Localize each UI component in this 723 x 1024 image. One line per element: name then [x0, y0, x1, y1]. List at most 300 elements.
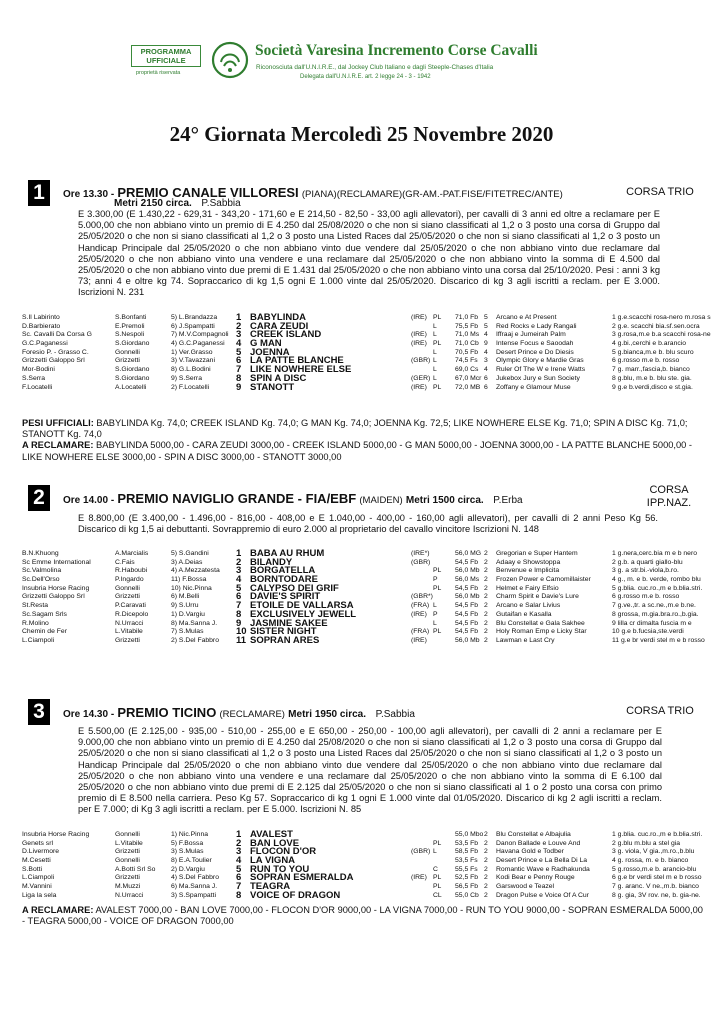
runner-weight: 74,5 Fs [455, 357, 478, 365]
runner-draw: 2 [484, 883, 488, 891]
runner-sex: PL [433, 383, 442, 391]
runner-nationality: (GBR) [411, 558, 431, 566]
runner-number: 5 [236, 346, 242, 358]
runner-owner: Sc.Sagam Srls [22, 610, 67, 618]
race-conditions: E 5.500,00 (E 2.125,00 - 935,00 - 510,00 - 255,00 e E 650,00 - 250,00 - 100,00 agli allevatori), per cavalli di 2 anni a reclamare per E 9.000,00 che non abbiano vinto un premio di E 4.250 dal 25/08/2020 o che non si siano classificati al 1,2 o 3 posto una corsa di Gruppo dal 25/05/2020 o che non si siano classificati al 1,2 o 3 posto una Listed Races dal 25/05/2020 o che non si siano classificati al 1,2 o 3 posto un Handicap Principale dal 25/05/2020 o che non abbiano vinto due vendere dal 25/05/2020 o che non abbiano vinto due reclamare dal 25/05/2020 o che non abbiano vinto una vendere e una reclamare dal 25/05/2020 o che non abbiano vinto la somma di E 6.100 dal 25/05/2020 o che non abbiano vinto due premi di E 2.125 dal 25/05/2020 o che non si siano classificati al 1 o 2 posto una corsa con primo premio di E 8.500 nella carriera. Peso Kg 57. Sopraccarico di kg 1 ogni E 1.000 vinte dal 01/05/2020. Discarico di kg 2 agli iscritti a reclam. per E 7.000; di Kg 3 agli iscritti a reclam. per E 5.000. Iscrizioni N. 85 [78, 726, 662, 815]
runner-nationality: (IRE) [411, 340, 427, 348]
runner-draw: 9 [484, 340, 488, 348]
runner-colors: 7 g. marr.,fascia,b. bianco [612, 366, 690, 374]
race-type: (PIANA)(RECLAMARE)(GR-AM.-PAT.FISE/FITETREC/ANTE) [301, 189, 563, 200]
table-row [22, 340, 708, 349]
table-row [22, 320, 708, 332]
runner-draw: 2 [484, 874, 488, 882]
runner-draw: 2 [484, 636, 488, 644]
runner-trainer: L.Vitabile [115, 839, 143, 847]
race-name: PREMIO TICINO [117, 705, 217, 720]
runner-jockey: 4) G.C.Paganessi [171, 340, 225, 348]
runner-pedigree: Arcano e Salar Livius [496, 602, 561, 610]
runner-trainer: E.Premoli [115, 322, 145, 330]
runner-jockey: 1) Nic.Pinna [171, 831, 209, 838]
runner-weight: 54,5 Fb [455, 610, 479, 618]
runner-owner: Grizzetti Galoppo Srl [22, 357, 85, 365]
runner-colors: 5 g.rosso,m.e b. arancio-blu [612, 865, 697, 873]
runner-jockey: 5) F.Bossa [171, 839, 204, 847]
runner-weight: 67,0 Mcr [455, 374, 482, 382]
runner-draw: 6 [484, 374, 488, 382]
runner-draw: 2 [484, 584, 488, 592]
table-row [22, 381, 708, 393]
runner-number: 8 [236, 372, 242, 384]
runner-number: 2 [236, 556, 242, 568]
runner-jockey: 3) A.Deias [171, 558, 203, 566]
footer-text: BABYLINDA Kg. 74,0; CREEK ISLAND Kg. 74,0; G MAN Kg. 74,0; JOENNA Kg. 72,5; LIKE NOWHERE ELSE Kg. 71,0; SPIN A DISC Kg. 71,0; STANOTT Kg. 74,0 [22, 418, 688, 440]
runner-owner: Insubria Horse Racing [22, 831, 90, 838]
runner-weight: 53,5 Fs [455, 857, 478, 865]
runner-number: 6 [236, 591, 242, 603]
runner-trainer: Grizzetti [115, 874, 140, 882]
runner-horse: G MAN [250, 338, 282, 350]
runner-pedigree: Iffraaj e Jumeirah Palm [496, 331, 566, 339]
runner-draw: 5 [484, 322, 488, 330]
runner-colors: 11 g.e br verdi stel m e b rosso [612, 636, 705, 644]
runner-trainer: A.Marcialis [115, 550, 149, 557]
race-header [63, 491, 523, 506]
runner-owner: Liga la sela [22, 891, 57, 899]
runner-jockey: 6) J.Spampatti [171, 322, 215, 330]
society-logo-icon [210, 40, 250, 80]
runner-draw: 4 [484, 366, 488, 374]
runner-colors: 6 g.rosso m.e b. rosso [612, 593, 680, 601]
table-row [22, 608, 708, 620]
runner-sex: PL [433, 567, 442, 575]
runner-pedigree: Frozen Power e Camomillaister [496, 576, 591, 584]
runner-jockey: 8) E.A.Toulier [171, 857, 212, 865]
runner-horse: JOENNA [250, 346, 290, 358]
footer-label: A RECLAMARE: [22, 905, 94, 915]
runner-owner: L.Ciampoli [22, 636, 55, 644]
race-conditions: E 8.800,00 (E 3.400,00 - 1.496,00 - 816,00 - 408,00 e E 1.040,00 - 400,00 - 160,00 agli allevatori), per cavalli di 2 anni Peso Kg 56. Discarico di kg 1,5 ai debuttanti. Sovrappremio di euro 2.000 al proprietario del cavallo vincitore Iscrizioni N. 148 [78, 513, 658, 535]
runner-number: 2 [236, 320, 242, 332]
runner-jockey: 4) S.Del Fabbro [171, 874, 219, 882]
runner-weight: 54,5 Fb [455, 628, 479, 636]
runner-weight: 55,0 Mbo [455, 831, 484, 838]
runner-horse: RUN TO YOU [250, 863, 310, 875]
runner-draw: 2 [484, 567, 488, 575]
runner-horse: STANOTT [250, 381, 295, 393]
runner-colors: 2 g.b. a quarti giallo-blu [612, 558, 683, 566]
race-subheader [114, 197, 241, 209]
runner-owner: S.Il Labirinto [22, 314, 60, 321]
table-row [22, 848, 708, 857]
runner-nationality: (GER) [411, 374, 431, 382]
runner-draw: 2 [484, 610, 488, 618]
runner-sex: L [433, 366, 437, 374]
race-judge: P.Sabbia [201, 198, 241, 209]
runner-sex: L [433, 357, 437, 365]
runner-colors: 4 g., m. e b. verde, rombo blu [612, 576, 701, 584]
runner-sex: PL [433, 340, 442, 348]
runner-jockey: 8) Ma.Sanna J. [171, 619, 218, 627]
runner-weight: 55,5 Fs [455, 865, 478, 873]
runner-weight: 55,0 Cb [455, 891, 479, 899]
programma-ufficiale-box: PROGRAMMA UFFICIALE [131, 45, 201, 67]
runner-draw: 2 [484, 891, 488, 899]
runner-trainer: S.Giordano [115, 374, 150, 382]
footer-line [22, 440, 704, 462]
runner-weight: 56,5 Fb [455, 883, 479, 891]
runner-pedigree: Desert Prince e La Bella Di La [496, 857, 588, 865]
runner-number: 9 [236, 617, 242, 629]
runner-sex: L [433, 374, 437, 382]
runner-draw: 6 [484, 383, 488, 391]
runner-draw: 2 [484, 576, 488, 584]
runner-jockey: 2) S.Del Fabbro [171, 636, 219, 644]
runner-number: 1 [236, 829, 242, 840]
runner-jockey: 8) G.L.Bodini [171, 366, 211, 374]
runner-number: 11 [236, 634, 247, 646]
runner-weight: 54,5 Fb [455, 602, 479, 610]
runner-pedigree: Helmet e Fairy Elfsio [496, 584, 559, 592]
runner-colors: 9 lilla cr dimalta fuscia m e [612, 619, 692, 627]
runner-sex: L [433, 331, 437, 339]
race-number: 2 [28, 485, 50, 511]
runner-horse: CARA ZEUDI [250, 320, 309, 332]
runner-owner: L.Ciampoli [22, 874, 55, 882]
runner-pedigree: Charm Spirit e Davie's Lure [496, 593, 579, 601]
runner-trainer: Grizzetti [115, 848, 140, 856]
runner-jockey: 7) S.Mulas [171, 628, 204, 636]
table-row [22, 617, 708, 629]
runner-draw: 2 [484, 628, 488, 636]
runner-owner: Insubria Horse Racing [22, 584, 90, 592]
runner-owner: Sc. Cavalli Da Corsa G [22, 331, 92, 339]
runner-trainer: R.Dicepolo [115, 610, 149, 618]
bet-type: CORSA TRIO [626, 705, 694, 717]
runner-jockey: 5) S.Gandini [171, 550, 209, 557]
runner-draw: 4 [484, 331, 488, 339]
runner-draw: 2 [484, 619, 488, 627]
race-distance: Metri 1500 circa. [405, 495, 484, 506]
runner-sex: PL [433, 874, 442, 882]
runner-owner: Sc Emme International [22, 558, 91, 566]
runner-number: 7 [236, 881, 242, 893]
runner-weight: 53,5 Fb [455, 839, 479, 847]
runner-horse: BILANDY [250, 556, 293, 568]
runner-number: 1 [236, 312, 242, 323]
runner-horse: BAN LOVE [250, 837, 300, 849]
footer-line [22, 418, 704, 440]
runner-pedigree: Ruler Of The W e Irene Watts [496, 366, 586, 374]
runner-horse: CREEK ISLAND [250, 329, 322, 341]
runner-colors: 3 g. a str.bi.-viola,b.ro. [612, 567, 679, 575]
runner-pedigree: Danon Ballade e Louve And [496, 839, 581, 847]
runner-number: 6 [236, 355, 242, 367]
runner-nationality: (FRA) [411, 628, 430, 636]
runner-owner: M.Vannini [22, 883, 52, 891]
runner-colors: 1 g.blia. cuc.ro.,m e b.blia.stri. [612, 831, 703, 838]
runner-horse: LIKE NOWHERE ELSE [250, 364, 352, 376]
day-title: 24° Giornata Mercoledì 25 Novembre 2020 [169, 122, 554, 146]
runner-weight: 70,5 Fb [455, 348, 479, 356]
runner-pedigree: Adaay e Showstoppa [496, 558, 561, 566]
runner-jockey: 2) F.Locatelli [171, 383, 210, 391]
runner-nationality: (IRE*) [411, 550, 430, 557]
runner-horse: CALYPSO DEI GRIF [250, 582, 339, 594]
runner-weight: 56,0 Mb [455, 593, 480, 601]
runner-pedigree: Gutaifan e Kasalla [496, 610, 552, 618]
runner-number: 9 [236, 381, 242, 393]
race-type: (MAIDEN) [359, 495, 403, 506]
runners-table [22, 550, 708, 646]
runner-sex: PL [433, 584, 442, 592]
runner-owner: Genets srl [22, 839, 53, 847]
runner-number: 7 [236, 364, 242, 376]
runner-weight: 54,5 Fb [455, 619, 479, 627]
runner-number: 5 [236, 863, 242, 875]
runner-weight: 72,0 MB [455, 383, 481, 391]
runner-jockey: 11) F.Bossa [171, 576, 207, 584]
runner-number: 6 [236, 872, 242, 884]
race-judge: P.Sabbia [375, 709, 415, 720]
runner-pedigree: Zoffany e Glamour Muse [496, 383, 571, 391]
runner-horse: EXCLUSIVELY JEWELL [250, 608, 357, 620]
runner-trainer: Gonnelli [115, 584, 140, 592]
runner-draw: 4 [484, 348, 488, 356]
runner-sex: C [433, 865, 438, 873]
runner-draw: 2 [484, 857, 488, 865]
table-row [22, 634, 708, 646]
table-row [22, 357, 708, 366]
table-row [22, 863, 708, 875]
runner-horse: SPIN A DISC [250, 372, 307, 384]
runner-pedigree: Arcano e At Present [496, 314, 557, 321]
runners-table [22, 312, 711, 393]
runner-colors: 5 g.blia. cuc.ro.,m e b.blia.stri. [612, 584, 703, 592]
runner-owner: Sc.Dell'Orso [22, 576, 60, 584]
runner-trainer: Gonnelli [115, 857, 140, 865]
runner-weight: 71,0 Cb [455, 340, 479, 348]
runner-sex: L [433, 322, 437, 330]
footer-text: AVALEST 7000,00 - BAN LOVE 7000,00 - FLOCON D'OR 9000,00 - LA VIGNA 7000,00 - RUN TO YOU 9000,00 - SOPRAN ESMERALDA 5000,00 - TEAGRA 5000,00 - VOICE OF DRAGON 7000,00 [22, 905, 703, 927]
table-row [22, 628, 708, 637]
runner-draw: 3 [484, 357, 488, 365]
runner-weight: 54,5 Fb [455, 558, 479, 566]
runner-jockey: 3) S.Mulas [171, 848, 204, 856]
runner-colors: 5 g.bianca,m.e b. blu scuro [612, 348, 694, 356]
runner-number: 4 [236, 338, 242, 350]
runner-trainer: Grizzetti [115, 636, 140, 644]
table-row [22, 874, 708, 883]
runner-nationality: (GBR) [411, 848, 431, 856]
runners-table [22, 831, 708, 901]
runner-sex: PL [433, 628, 442, 636]
runner-trainer: P.Caravati [115, 602, 146, 610]
runner-weight: 56,0 MG [455, 550, 482, 557]
runner-trainer: C.Fais [115, 558, 135, 566]
race-footer [22, 905, 704, 927]
runner-owner: F.Locatelli [22, 383, 53, 391]
runner-trainer: S.Bonfanti [115, 314, 147, 321]
runner-horse: FLOCON D'OR [250, 846, 317, 858]
runner-draw: 2 [484, 558, 488, 566]
runner-horse: SOPRAN ARES [250, 634, 320, 646]
runner-jockey: 2) D.Vargiu [171, 865, 205, 873]
runner-jockey: 10) Nic.Pinna [171, 584, 212, 592]
runner-jockey: 1) Ver.Grasso [171, 348, 213, 356]
runner-nationality: (IRE) [411, 636, 427, 644]
runner-trainer: Grizzetti [115, 357, 140, 365]
runner-owner: St.Resta [22, 602, 49, 610]
footer-line [22, 905, 704, 927]
race-number: 1 [28, 180, 50, 206]
runner-sex: PL [433, 314, 442, 321]
bet-type: CORSA TRIO [626, 186, 694, 198]
footer-text: BABYLINDA 5000,00 - CARA ZEUDI 3000,00 - CREEK ISLAND 5000,00 - G MAN 5000,00 - JOENNA 3000,00 - LA PATTE BLANCHE 5000,00 - LIKE NOWHERE ELSE 3000,00 - SPIN A DISC 3000,00 - STANOTT 3000,00 [22, 440, 693, 462]
runner-colors: 7 g. aranc. V ne.,m.b. bianco [612, 883, 699, 891]
table-row [22, 567, 708, 576]
runner-trainer: P.Ingardo [115, 576, 144, 584]
race-distance: Metri 2150 circa. [114, 198, 192, 209]
runner-owner: G.C.Paganessi [22, 340, 68, 348]
runner-number: 4 [236, 855, 242, 867]
runner-jockey: 7) M.V.Compagnoli [171, 331, 229, 339]
runner-number: 1 [236, 548, 242, 559]
runner-horse: ETOILE DE VALLARSA [250, 600, 354, 612]
runner-colors: 1 g.e.scacchi rosa-nero m.rosa s [612, 314, 711, 321]
runner-nationality: (IRE) [411, 331, 427, 339]
runner-owner: Mor-Bodini [22, 366, 55, 374]
runner-colors: 7 g.ve.,tr. a sc.ne.,m.e b.ne. [612, 602, 696, 610]
programma-sub: proprietà riservata [136, 70, 181, 76]
table-row [22, 366, 708, 375]
runner-pedigree: Intense Focus e Saoodah [496, 340, 574, 348]
runner-trainer: Grizzetti [115, 593, 140, 601]
runner-sex: P [433, 610, 438, 618]
runner-weight: 75,5 Fb [455, 322, 479, 330]
runner-owner: Chemin de Fer [22, 628, 67, 636]
runner-nationality: (IRE) [411, 874, 427, 882]
race-footer [22, 418, 704, 463]
runner-draw: 2 [484, 593, 488, 601]
runner-colors: 8 g. gia, 3V rov. ne, b. gia-ne. [612, 891, 701, 899]
runner-weight: 56,0 Ms [455, 576, 480, 584]
runner-colors: 3 g. viola, V gia.,m.ro.,b.blu [612, 848, 695, 856]
runner-horse: AVALEST [250, 829, 293, 840]
runner-colors: 9 g.e b.verdi,disco e st.gia. [612, 383, 693, 391]
runner-pedigree: Olympic Glory e Mardie Gras [496, 357, 584, 365]
runner-draw: 2 [484, 831, 488, 838]
runner-horse: TEAGRA [250, 881, 291, 893]
runner-trainer: S.Giordano [115, 340, 150, 348]
runner-jockey: 9) S.Serra [171, 374, 202, 382]
runner-draw: 2 [484, 865, 488, 873]
runner-sex: L [433, 602, 437, 610]
table-row [22, 346, 708, 358]
table-row [22, 889, 708, 901]
runner-jockey: 3) V.Tavazzani [171, 357, 215, 365]
runner-number: 3 [236, 565, 242, 577]
runner-horse: SOPRAN ESMERALDA [250, 872, 354, 884]
race-conditions: E 3.300,00 (E 1.430,22 - 629,31 - 343,20 - 171,60 e E 214,50 - 82,50 - 33,00 agli allevatori), per cavalli di 3 anni ed oltre a reclamare per E 5.000,00 che non abbiano vinto un premio di E 4.250 dal 25/08/2020 o che non si siano classificati al 1,2 o 3 posto una corsa di Gruppo dal 25/05/2020 o che non si siano classificati al 1,2 o 3 posto una Listed Races dal 25/05/2020 o che non si siano classificati al 1,2 o 3 posto un Handicap Principale dal 25/05/2020 o che non abbiano vinto due vendere dal 25/05/2020 o che non abbiano vinto due reclamare dal 25/05/2020 o che non abbiano vinto una vendere e una reclamare dal 25/05/2020 o che non abbiano vinto la somma di E 4.500 dal 25/05/2020 o che non abbiano vinto due premi di E 1.431 dal 25/05/2020 o che non abbiano vinto una corsa dal 25/10/2020. Pesi : anni 3 kg 73; anni 4 e oltre kg 74. Sopraccarico di kg 1,5 ogni E 1.000 vinte dal 25/05/2020. Discarico di kg 3 agli iscritti a reclam. per E 3.000. Iscrizioni N. 231 [78, 209, 660, 298]
runner-jockey: 6) Ma.Sanna J. [171, 883, 218, 891]
runner-horse: BORNTODARE [250, 574, 318, 586]
runner-sex: CL [433, 891, 442, 899]
runner-horse: LA VIGNA [250, 855, 296, 867]
runner-pedigree: Red Rocks e Lady Rangali [496, 322, 577, 330]
runner-jockey: 5) L.Brandazza [171, 314, 218, 321]
runner-owner: Sc.Valmolina [22, 567, 62, 575]
runner-weight: 52,5 Fb [455, 874, 479, 882]
race-time: Ore 14.00 - [63, 495, 115, 506]
runner-number: 4 [236, 574, 242, 586]
runner-pedigree: Jukebox Jury e Sun Society [496, 374, 580, 382]
runner-weight: 58,5 Fb [455, 848, 479, 856]
runner-colors: 4 g. rossa, m. e b. bianco [612, 857, 689, 865]
society-line-2: Delegata dall'U.N.I.R.E. art. 2 legge 24 - 3 - 1942 [300, 74, 431, 80]
table-row [22, 550, 708, 559]
runner-pedigree: Lawman e Last Cry [496, 636, 555, 644]
runner-nationality: (GBR*) [411, 593, 433, 601]
runner-trainer: L.Vitabile [115, 628, 143, 636]
runner-pedigree: Garswood e Teazel [496, 883, 555, 891]
runner-sex: P [433, 576, 438, 584]
runner-colors: 4 g.bi.,cerchi e b.arancio [612, 340, 687, 348]
runner-colors: 2 g.e. scacchi bia.sf.sen.ocra [612, 322, 700, 330]
runner-nationality: (IRE) [411, 610, 427, 618]
table-row [22, 593, 708, 602]
runner-colors: 3 g.rosa,m.e b.a scacchi rosa-ne [612, 331, 711, 339]
runner-trainer: Gonnelli [115, 348, 140, 356]
runner-colors: 8 grossa, m.gia.bra.ro.,b.gia. [612, 610, 699, 618]
runner-number: 3 [236, 329, 242, 341]
runner-owner: D.Barbierato [22, 322, 61, 330]
race-time: Ore 13.30 - [63, 189, 115, 200]
runner-horse: BABA AU RHUM [250, 548, 325, 559]
table-row [22, 329, 711, 341]
runner-pedigree: Havana Gold e Todber [496, 848, 564, 856]
runner-owner: M.Cesetti [22, 857, 51, 865]
runner-colors: 6 g.e br verdi stel m e b rosso [612, 874, 702, 882]
runner-trainer: N.Urracci [115, 891, 144, 899]
runner-trainer: A.Locatelli [115, 383, 147, 391]
runner-draw: 2 [484, 848, 488, 856]
runner-nationality: (FRA) [411, 602, 430, 610]
runner-jockey: 6) M.Belli [171, 593, 200, 601]
runner-trainer: Gonnelli [115, 831, 140, 838]
runner-pedigree: Romantic Wave e Radhakunda [496, 865, 590, 873]
runner-colors: 1 g.nera,cerc.bia m e b nero [612, 550, 698, 557]
runner-weight: 69,0 Cs [455, 366, 479, 374]
runner-nationality: (GBR) [411, 357, 431, 365]
runner-pedigree: Blu Constellat e Albajulia [496, 831, 571, 838]
runner-owner: R.Molino [22, 619, 49, 627]
footer-label: PESI UFFICIALI: [22, 418, 94, 428]
runner-trainer: N.Urracci [115, 619, 144, 627]
runner-sex: L [433, 348, 437, 356]
footer-label: A RECLAMARE: [22, 440, 94, 451]
runner-pedigree: Desert Prince e Do Diesis [496, 348, 574, 356]
runner-nationality: (IRE) [411, 314, 427, 321]
runner-horse: BORGATELLA [250, 565, 316, 577]
runner-pedigree: Kodi Bear e Penny Rouge [496, 874, 575, 882]
runner-horse: BABYLINDA [250, 312, 306, 323]
race-type: (RECLAMARE) [219, 709, 285, 720]
runner-number: 2 [236, 837, 242, 849]
runner-colors: 2 g.blu m.blu a stel gia [612, 839, 681, 847]
runner-pedigree: Blu Constellat e Gala Sakhee [496, 619, 585, 627]
runner-jockey: 1) D.Vargiu [171, 610, 205, 618]
runner-draw: 2 [484, 550, 488, 557]
